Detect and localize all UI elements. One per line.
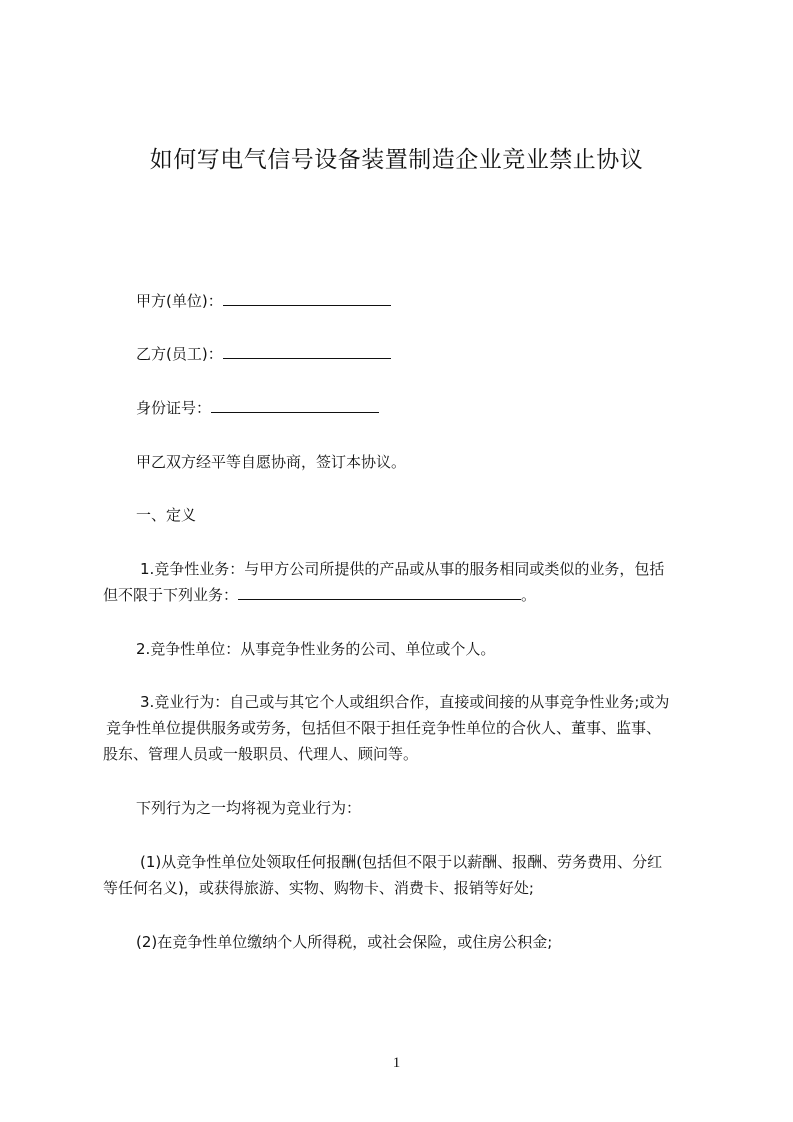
definition-1-line-1: 1.竞争性业务：与甲方公司所提供的产品或从事的服务相同或类似的业务，包括 [140,560,665,578]
definition-3-line-2: 竞争性单位提供服务或劳务，包括但不限于担任竞争性单位的合伙人、董事、监事、 [106,719,662,737]
competitive-business-blank [238,585,521,600]
definition-3-line-1: 3.竞业行为：自己或与其它个人或组织合作，直接或间接的从事竞争性业务;或为 [140,693,670,711]
party-b-blank [223,344,391,359]
act-2: (2)在竞争性单位缴纳个人所得税，或社会保险，或住房公积金; [136,933,553,951]
definition-3-line-3: 股东、管理人员或一般职员、代理人、顾问等。 [103,745,419,763]
definition-2: 2.竞争性单位：从事竞争性业务的公司、单位或个人。 [136,640,496,658]
page-number: 1 [392,1055,401,1071]
definition-1-end: 。 [521,586,537,604]
act-1-line-2: 等任何名义)，或获得旅游、实物、购物卡、消费卡、报销等好处; [103,879,534,897]
id-number-blank [211,398,379,413]
id-number-label: 身份证号： [136,399,212,417]
party-b-line [136,341,736,367]
party-a-label: 甲方(单位)： [136,292,223,310]
acts-intro: 下列行为之一均将视为竞业行为： [136,799,362,817]
act-1-line-1: (1)从竞争性单位处领取任何报酬(包括但不限于以薪酬、报酬、劳务费用、分红 [140,853,663,871]
party-a-blank [223,291,391,306]
id-number-line [136,395,736,421]
intro-paragraph: 甲乙双方经平等自愿协商，签订本协议。 [136,453,407,471]
section-1-heading: 一、定义 [136,506,197,524]
definition-1-label: 但不限于下列业务： [103,586,239,604]
party-b-label: 乙方(员工)： [136,345,223,363]
definition-1-line-2 [103,582,703,608]
document-title: 如何写电气信号设备装置制造企业竞业禁止协议 [149,147,644,173]
party-a-line [136,288,736,314]
